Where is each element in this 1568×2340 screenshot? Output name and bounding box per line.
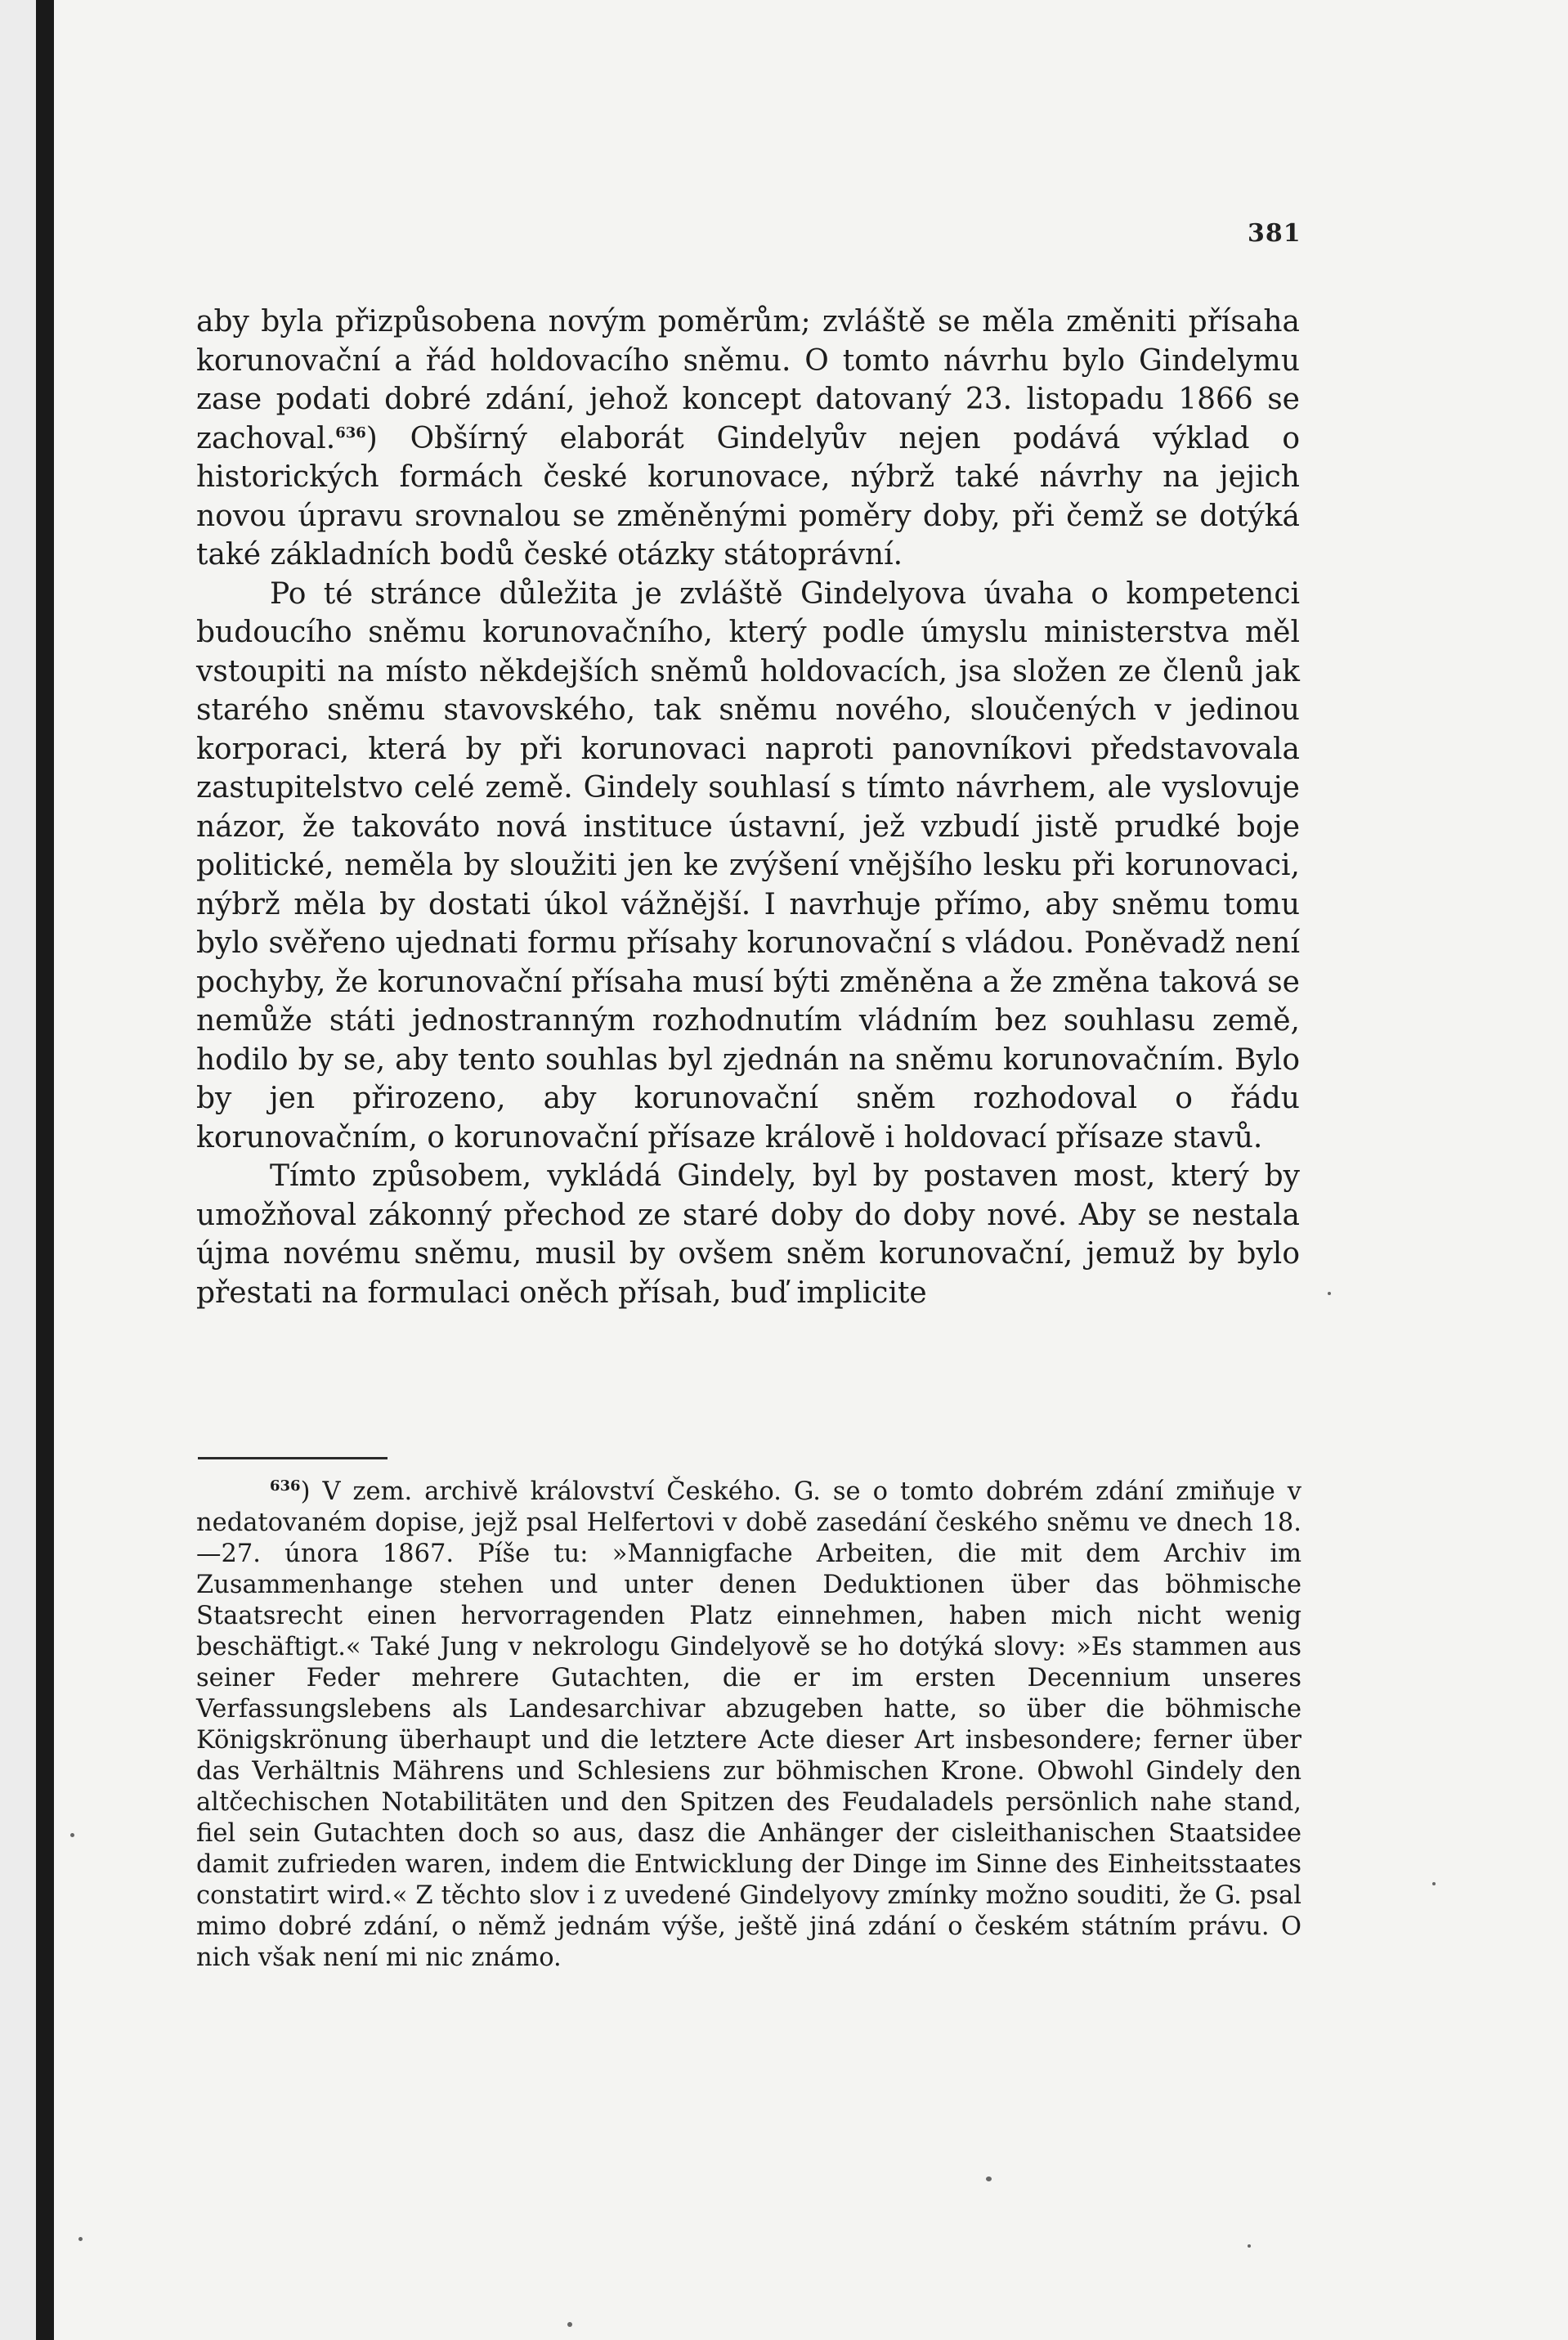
speck [78,2237,83,2241]
paragraph-1 [196,303,1300,575]
speck [70,1833,74,1837]
paragraph-3: Tímto způsobem, vykládá Gindely, byl by postaven most, který by umožňoval zákonný přechod ze staré doby do doby nové. Aby se nestala újma novému sněmu, musil by ovšem sněm korunovační, jemuž by bylo přestati na formulaci oněch přísah, buď implicite [196,1159,1300,1310]
speck [1248,2244,1251,2248]
page-number: 381 [1248,219,1301,248]
speck [1432,1882,1436,1885]
footnote [196,1477,1301,1974]
main-text [196,303,1300,1312]
speck [1328,1292,1331,1295]
paragraph-1-continuation: ) Obšírný elaborát Gindelyův nejen podává výklad o historických formách české korunovace, nýbrž také návrhy na jejich novou úpravu srovnalou se změněnými poměry doby, při čemž se dotýká také základních bodů české otázky státoprávní. [196,421,1300,572]
footnote-marker: 636 [270,1477,301,1495]
speck [986,2176,992,2181]
paragraph-1-text: aby byla přizpůsobena novým poměrům; zvláště se měla změniti přísaha korunovační a řád holdovacího sněmu. O tomto návrhu bylo Gindelymu zase podati dobré zdání, jehož koncept datovaný 23. listopadu 1866 se zachoval. [196,305,1300,455]
speck [567,2322,572,2327]
paragraph-2: Po té stránce důležita je zvláště Gindelyova úvaha o kompetenci budoucího sněmu korunovačního, který podle úmyslu ministerstva měl vstoupiti na místo někdejších sněmů holdovacích, jsa složen ze členů jak starého sněmu stavovského, tak sněmu nového, sloučených v jedinou korporaci, která by při korunovaci naproti panovníkovi představovala zastupitelstvo celé země. Gindely souhlasí s tímto návrhem, ale vyslovuje názor, že takováto nová instituce ústavní, jež vzbudí jistě prudké boje politické, neměla by sloužiti jen ke zvýšení vnějšího lesku při korunovaci, nýbrž měla by dostati úkol vážnější. I navrhuje přímo, aby sněmu tomu bylo svěřeno ujednati formu přísahy korunovační s vládou. Poněvadž není pochyby, že korunovační přísaha musí býti změněna a že změna taková se nemůže státi jednostranným rozhodnutím vládním bez souhlasu země, hodilo by se, aby tento souhlas byl zjednán na sněmu korunovačním. Bylo by jen přirozeno, aby korunovační sněm rozhodoval o řádu korunovačním, o korunovační přísaze královĕ i holdovací přísaze stavů. [196,576,1300,1154]
footnote-divider [198,1457,388,1459]
footnote-reference: 636 [335,424,366,442]
footnote-text: ) V zem. archivě království Českého. G. se o tomto dobrém zdání zmiňuje v nedatovaném dopise, jejž psal Helfertovi v době zasedání českého sněmu ve dnech 18.—27. února 1867. Píše tu: »Mannigfache Arbeiten, die mit dem Archiv im Zusammenhange stehen und unter denen Deduktionen über das böhmische Staatsrecht einen hervorragenden Platz einnehmen, haben mich nicht wenig beschäftigt.« Také Jung v nekrologu Gindelyově se ho dotýká slovy: »Es stammen aus seiner Feder mehrere Gutachten, die er im ersten Decennium unseres Verfassungslebens als Landesarchivar abzugeben hatte, so über die böhmische Königskrönung überhaupt und die letztere Acte dieser Art insbesondere; ferner über das Verhältnis Mährens und Schlesiens zur böhmischen Krone. Obwohl Gindely den altčechischen Notabilitäten und den Spitzen des Feudaladels persönlich nahe stand, fiel sein Gutachten doch so aus, dasz die Anhänger der cisleithanischen Staatsidee damit zufrieden waren, indem die Entwicklung der Dinge im Sinne des Einheitsstaates constatirt wird.« Z těchto slov i z uvedené Gindelyovy zmínky možno souditi, že G. psal mimo dobré zdání, o němž jednám výše, ještě jiná zdání o českém státním právu. O nich však není mi nic známo. [196,1477,1301,1972]
adjacent-page-edge [0,0,36,2340]
